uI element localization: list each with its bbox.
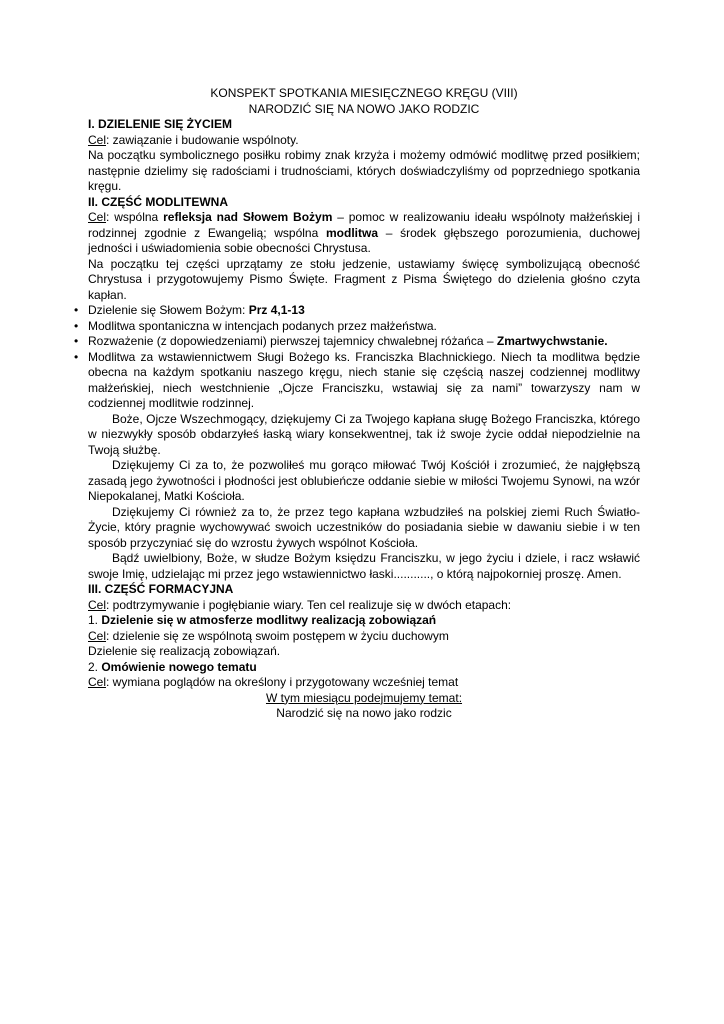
title-line-2: NARODZIĆ SIĘ NA NOWO JAKO RODZIC	[248, 101, 480, 116]
bullet-icon: •	[74, 318, 79, 333]
goal-bold-reflection: refleksja nad Słowem Bożym	[163, 210, 333, 224]
monthly-topic-block	[88, 691, 640, 722]
stage-title-text: Omówienie nowego tematu	[101, 659, 257, 674]
goal-text: – pomoc w realizowaniu ideału wspólnoty małżeńskiej i rodzinnej zgodnie z Ewangelią; wspólna	[88, 210, 640, 240]
goal-bold-prayer: modlitwa	[325, 225, 378, 240]
section-3-goal-line	[88, 598, 640, 614]
section-2-body: Na początku tej części uprzątamy ze stołu jedzenie, ustawiamy święcę symbolizującą obecność Chrystusa i przygotowujemy Pismo Święte. Fragment z Pisma Świętego do dzielenia głośno czyta kapłan.	[88, 256, 640, 302]
section-1-body: Na początku symbolicznego posiłku robimy znak krzyża i możemy odmówić modlitwę przed posiłkiem; następnie dzielimy się radościami i trudnościami, których doświadczyliśmy od poprzedniego spotkania kręgu.	[88, 148, 640, 193]
section-2-goal-paragraph	[88, 210, 640, 257]
list-item	[74, 349, 640, 412]
prayer-paragraph: Bądź uwielbiony, Boże, w słudze Bożym księdzu Franciszku, w jego życiu i dziele, i racz wsławić swoje Imię, udzielając mi przez jego wstawiennictwo łaski..........., o którą najpokorniej proszę. Amen.	[88, 551, 640, 581]
prayer-paragraph: Dziękujemy Ci również za to, że przez tego kapłana wzbudziłeś na polskiej ziemi Ruch Światło-Życie, który pragnie wychowywać swoich uczestników do posiadania siebie w dawaniu siebie i w ten sposób przyczyniać się do wzrostu żywych wspólnot Kościoła.	[88, 504, 640, 550]
goal-text: : dzielenie się ze wspólnotą swoim postępem w życiu duchowym	[106, 628, 449, 643]
monthly-topic-intro-text: W tym miesiącu podejmujemy temat:	[265, 690, 463, 705]
list-item-bold: Zmartwychwstanie.	[496, 334, 608, 348]
stage-2-goal-line	[88, 675, 640, 691]
goal-label: Cel	[88, 597, 107, 612]
list-item	[74, 334, 640, 350]
monthly-topic-intro	[88, 691, 640, 707]
monthly-topic-title: Narodzić się na nowo jako rodzic	[276, 706, 452, 720]
goal-text: : wymiana poglądów na określony i przygotowany wcześniej temat	[106, 675, 459, 689]
goal-label: Cel	[88, 210, 107, 224]
bullet-icon: •	[74, 303, 79, 317]
goal-text: : zawiązanie i budowanie wspólnoty.	[106, 132, 299, 147]
stage-1-title	[88, 613, 640, 629]
stage-1-goal-line	[88, 629, 640, 645]
list-item	[74, 318, 640, 335]
section-3-heading: III. CZĘŚĆ FORMACYJNA	[88, 582, 234, 596]
stage-title-text: Dzielenie się w atmosferze modlitwy realizacją zobowiązań	[101, 613, 437, 627]
section-1-goal-line	[88, 133, 640, 149]
goal-label: Cel	[88, 628, 107, 643]
prayer-paragraph: Dziękujemy Ci za to, że pozwoliłeś mu gorąco miłować Twój Kościół i zrozumieć, że najgłębszą zasadą jego żywotności i płodności jest oblubieńcze oddanie siebie w miłości Twojemu Synowi, na wzór Niepokalanej, Matki Kościoła.	[88, 458, 640, 503]
stage-number: 1.	[88, 613, 102, 627]
section-2-heading: II. CZĘŚĆ MODLITEWNA	[88, 194, 228, 209]
goal-label: Cel	[88, 132, 107, 147]
list-item-bold: Prz 4,1-13	[248, 303, 305, 317]
list-item-text: Modlitwa za wstawiennictwem Sługi Bożego ks. Franciszka Blachnickiego. Niech ta modlitwa będzie obecna na każdym spotkaniu naszego kręgu, niech stanie się częścią naszej codziennej modlitwy małżeńskiej, niech westchnienie „Ojcze Franciszku, wstawiaj się za nami” towarzyszy nam w codziennej modlitwie rodzinnej.	[88, 349, 640, 410]
list-item-text: Dzielenie się Słowem Bożym:	[88, 303, 249, 317]
list-item	[74, 303, 640, 319]
section-1-heading: I. DZIELENIE SIĘ ŻYCIEM	[88, 117, 233, 131]
goal-text: – środek głębszego porozumienia, duchowej jedności i uświadomienia sobie obecności Chrystusa.	[88, 225, 640, 255]
prayer-paragraph: Boże, Ojcze Wszechmogący, dziękujemy Ci za Twojego kapłana sługę Bożego Franciszka, którego w niezwykły sposób obdarzyłeś łaską wiary konsekwentnej, tak iż swoje życie oddał niepodzielnie na Twoją służbę.	[88, 411, 640, 457]
goal-text: : wspólna	[106, 210, 164, 224]
bullet-icon: •	[74, 334, 79, 348]
goal-text: : podtrzymywanie i pogłębianie wiary. Ten cel realizuje się w dwóch etapach:	[106, 597, 512, 612]
stage-number: 2.	[88, 659, 102, 674]
document-title	[88, 86, 640, 117]
stage-2-title	[88, 660, 640, 676]
bullet-icon: •	[74, 349, 79, 364]
title-line-1: KONSPEKT SPOTKANIA MIESIĘCZNEGO KRĘGU (VIII)	[210, 86, 518, 100]
stage-1-extra-line: Dzielenie się realizacją zobowiązań.	[88, 644, 281, 658]
list-item-text: Modlitwa spontaniczna w intencjach podanych przez małżeństwa.	[88, 318, 437, 333]
list-item-text: Rozważenie (z dopowiedzeniami) pierwszej tajemnicy chwalebnej różańca –	[88, 334, 497, 348]
goal-label: Cel	[88, 675, 107, 689]
